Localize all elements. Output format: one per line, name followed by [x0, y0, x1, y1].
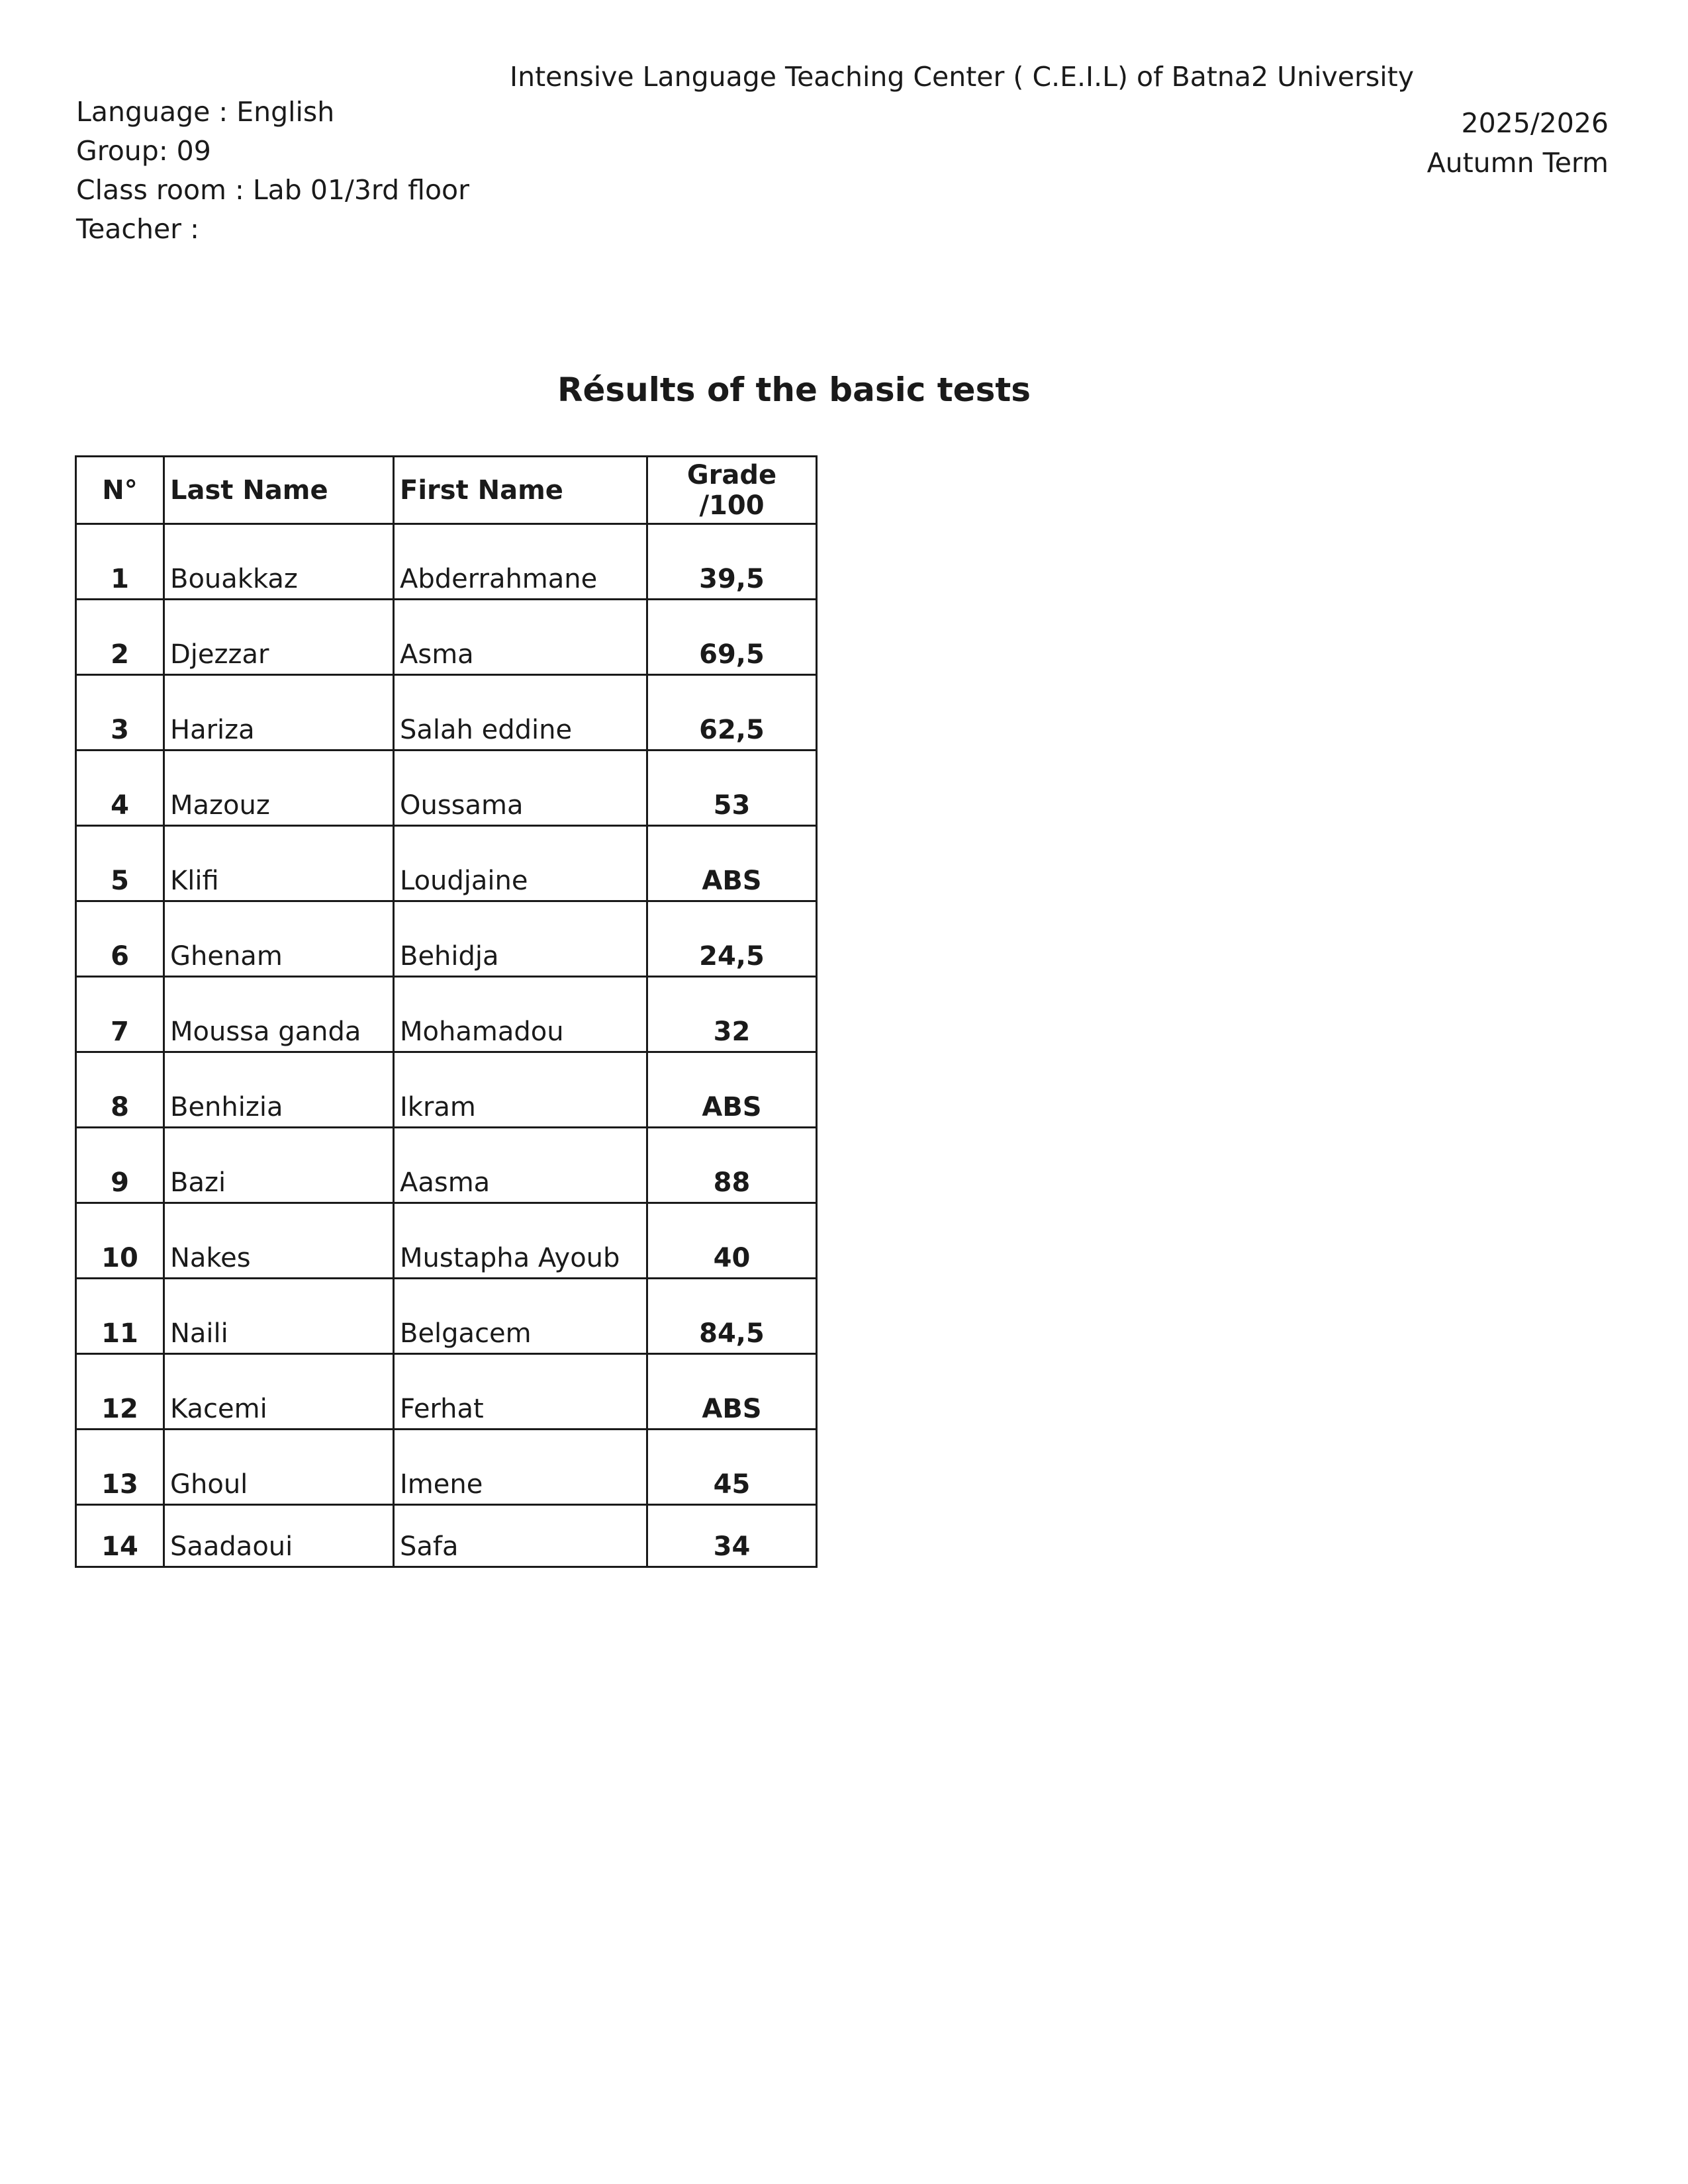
cell-first-name: Imene [394, 1430, 647, 1505]
cell-last-name: Bouakkaz [164, 524, 394, 600]
cell-number: 10 [76, 1203, 164, 1279]
cell-grade: 24,5 [647, 901, 817, 977]
cell-first-name: Behidja [394, 901, 647, 977]
cell-grade: ABS [647, 1354, 817, 1430]
cell-number: 14 [76, 1505, 164, 1567]
cell-last-name: Djezzar [164, 600, 394, 675]
table-row [76, 1203, 817, 1279]
cell-first-name: Safa [394, 1505, 647, 1567]
header-first-name: First Name [394, 457, 647, 524]
group-line: Group: 09 [76, 135, 211, 167]
cell-first-name: Loudjaine [394, 826, 647, 901]
table-row [76, 1430, 817, 1505]
cell-first-name: Mustapha Ayoub [394, 1203, 647, 1279]
language-line: Language : English [76, 96, 335, 128]
cell-grade: ABS [647, 826, 817, 901]
cell-number: 2 [76, 600, 164, 675]
term-name: Autumn Term [1427, 147, 1609, 179]
cell-last-name: Hariza [164, 675, 394, 751]
table-row [76, 600, 817, 675]
cell-first-name: Ikram [394, 1052, 647, 1128]
cell-first-name: Asma [394, 600, 647, 675]
cell-grade: 40 [647, 1203, 817, 1279]
cell-grade: 45 [647, 1430, 817, 1505]
cell-first-name: Abderrahmane [394, 524, 647, 600]
results-table [75, 455, 818, 1568]
cell-number: 6 [76, 901, 164, 977]
cell-number: 3 [76, 675, 164, 751]
cell-last-name: Naili [164, 1279, 394, 1354]
classroom-line: Class room : Lab 01/3rd floor [76, 174, 469, 206]
table-row [76, 1128, 817, 1203]
cell-grade: 32 [647, 977, 817, 1052]
cell-number: 9 [76, 1128, 164, 1203]
cell-number: 4 [76, 751, 164, 826]
cell-grade: 69,5 [647, 600, 817, 675]
document-title: Résults of the basic tests [557, 371, 1031, 409]
cell-first-name: Belgacem [394, 1279, 647, 1354]
cell-first-name: Salah eddine [394, 675, 647, 751]
table-row [76, 826, 817, 901]
header-number: N° [76, 457, 164, 524]
cell-first-name: Mohamadou [394, 977, 647, 1052]
table-row [76, 1052, 817, 1128]
cell-number: 8 [76, 1052, 164, 1128]
table-row [76, 675, 817, 751]
cell-grade: 53 [647, 751, 817, 826]
table-row [76, 1279, 817, 1354]
cell-last-name: Kacemi [164, 1354, 394, 1430]
institution-name: Intensive Language Teaching Center ( C.E.I.L) of Batna2 University [510, 61, 1414, 93]
cell-grade: ABS [647, 1052, 817, 1128]
table-row [76, 1354, 817, 1430]
cell-grade: 34 [647, 1505, 817, 1567]
cell-last-name: Nakes [164, 1203, 394, 1279]
table-header-row [76, 457, 817, 524]
cell-number: 13 [76, 1430, 164, 1505]
cell-number: 5 [76, 826, 164, 901]
teacher-line: Teacher : [76, 213, 199, 245]
cell-last-name: Bazi [164, 1128, 394, 1203]
table-row [76, 1505, 817, 1567]
table-row [76, 901, 817, 977]
academic-year: 2025/2026 [1461, 107, 1609, 139]
cell-first-name: Aasma [394, 1128, 647, 1203]
cell-last-name: Klifi [164, 826, 394, 901]
cell-first-name: Oussama [394, 751, 647, 826]
term-info [1427, 103, 1609, 183]
cell-last-name: Moussa ganda [164, 977, 394, 1052]
cell-number: 1 [76, 524, 164, 600]
table-row [76, 751, 817, 826]
cell-last-name: Saadaoui [164, 1505, 394, 1567]
cell-number: 7 [76, 977, 164, 1052]
cell-grade: 62,5 [647, 675, 817, 751]
cell-first-name: Ferhat [394, 1354, 647, 1430]
cell-grade: 39,5 [647, 524, 817, 600]
table-row [76, 977, 817, 1052]
cell-last-name: Ghoul [164, 1430, 394, 1505]
cell-last-name: Ghenam [164, 901, 394, 977]
cell-grade: 84,5 [647, 1279, 817, 1354]
header-grade: Grade /100 [647, 457, 817, 524]
cell-last-name: Benhizia [164, 1052, 394, 1128]
class-info [76, 93, 469, 249]
cell-number: 12 [76, 1354, 164, 1430]
cell-grade: 88 [647, 1128, 817, 1203]
cell-number: 11 [76, 1279, 164, 1354]
table-row [76, 524, 817, 600]
header-last-name: Last Name [164, 457, 394, 524]
cell-last-name: Mazouz [164, 751, 394, 826]
